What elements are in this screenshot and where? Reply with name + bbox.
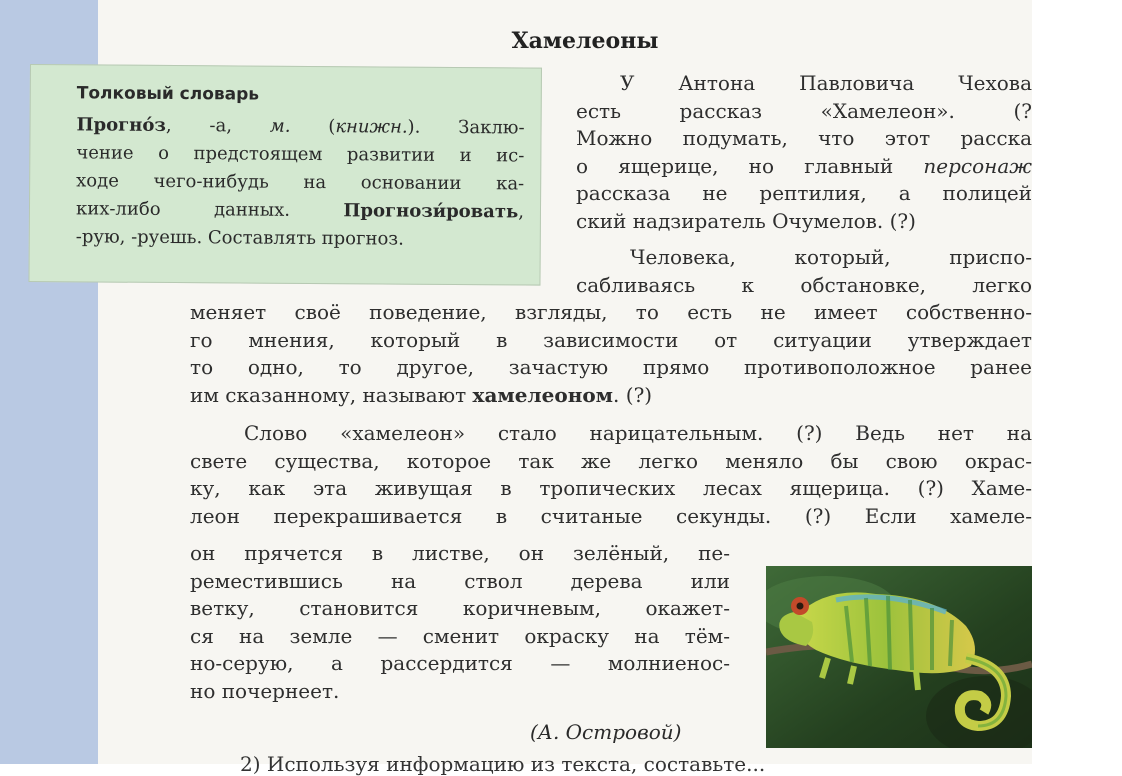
- text-line: У Антона Павловича Чехова: [620, 71, 1032, 95]
- dictionary-box: [28, 64, 542, 286]
- text-line: го мнения, который в зависимости от ситуации утверждает: [190, 327, 1032, 352]
- text-line: то одно, то другое, зачастую прямо противоположное ранее: [190, 355, 1032, 380]
- dictionary-line: -рую, -руешь. Составлять прогноз.: [75, 226, 404, 250]
- text-line: леон перекрашивается в считаные секунды. (?) Если хамеле-: [190, 503, 1032, 528]
- text-line: ку, как эта живущая в тропических лесах ящерица. (?) Хаме-: [190, 476, 1032, 501]
- text-line: он прячется в листве, он зелёный, пе-: [190, 541, 730, 565]
- text-line: ветку, становится коричневым, окажет-: [190, 596, 730, 621]
- text-line: Слово «хамелеон» стало нарицательным. (?) Ведь нет на: [244, 421, 1032, 445]
- paragraph-3-narrow: [190, 540, 730, 706]
- text-line: есть рассказ «Хамелеон». (?: [576, 98, 1032, 123]
- dictionary-line: ких-либо данных. Прогнози́ровать,: [75, 198, 525, 223]
- text-line: но-серую, а рассердится — молниенос-: [190, 651, 730, 676]
- dictionary-line: Прогно́з, -а, м. (книжн.). Заклю-: [76, 114, 525, 139]
- text-line: меняет своё поведение, взгляды, то есть не имеет собственно-: [190, 300, 1032, 324]
- right-margin: [1032, 0, 1122, 764]
- text-line: ся на земле — сменит окраску на тём-: [190, 623, 730, 648]
- text-line: но почернеет.: [190, 678, 340, 703]
- text-line: рассказа не рептилия, а полицей: [576, 181, 1032, 206]
- text-line: реместившись на ствол дерева или: [190, 568, 730, 593]
- chameleon-photo: [766, 566, 1032, 748]
- author-attribution: (А. Островой): [530, 720, 682, 744]
- dictionary-line: чение о предстоящем развитии и ис-: [76, 142, 525, 167]
- paragraph-3: [190, 420, 1032, 530]
- paragraph-2-top: [576, 244, 1032, 299]
- page-title: Хамелеоны: [511, 28, 659, 54]
- paragraph-2-rest: [190, 299, 1032, 409]
- text-line: ский надзиратель Очумелов. (?): [576, 208, 916, 233]
- text-line: Человека, который, приспо-: [630, 245, 1032, 269]
- chameleon-illustration: [766, 566, 1032, 748]
- cut-off-next-line: 2) Используя информацию из текста, составьте...: [240, 752, 766, 776]
- dictionary-heading: Толковый словарь: [76, 83, 260, 105]
- paragraph-1: [576, 70, 1032, 236]
- text-line: им сказанному, называют хамелеоном. (?): [190, 382, 653, 407]
- dictionary-line: ходе чего-нибудь на основании ка-: [76, 170, 525, 195]
- text-line: свете существа, которое так же легко меняло бы свою окрас-: [190, 448, 1032, 473]
- text-line: сабливаясь к обстановке, легко: [576, 272, 1032, 297]
- text-line: Можно подумать, что этот расска: [576, 126, 1032, 151]
- dictionary-body: [76, 111, 525, 254]
- text-line: о ящерице, но главный персонаж: [576, 153, 1032, 178]
